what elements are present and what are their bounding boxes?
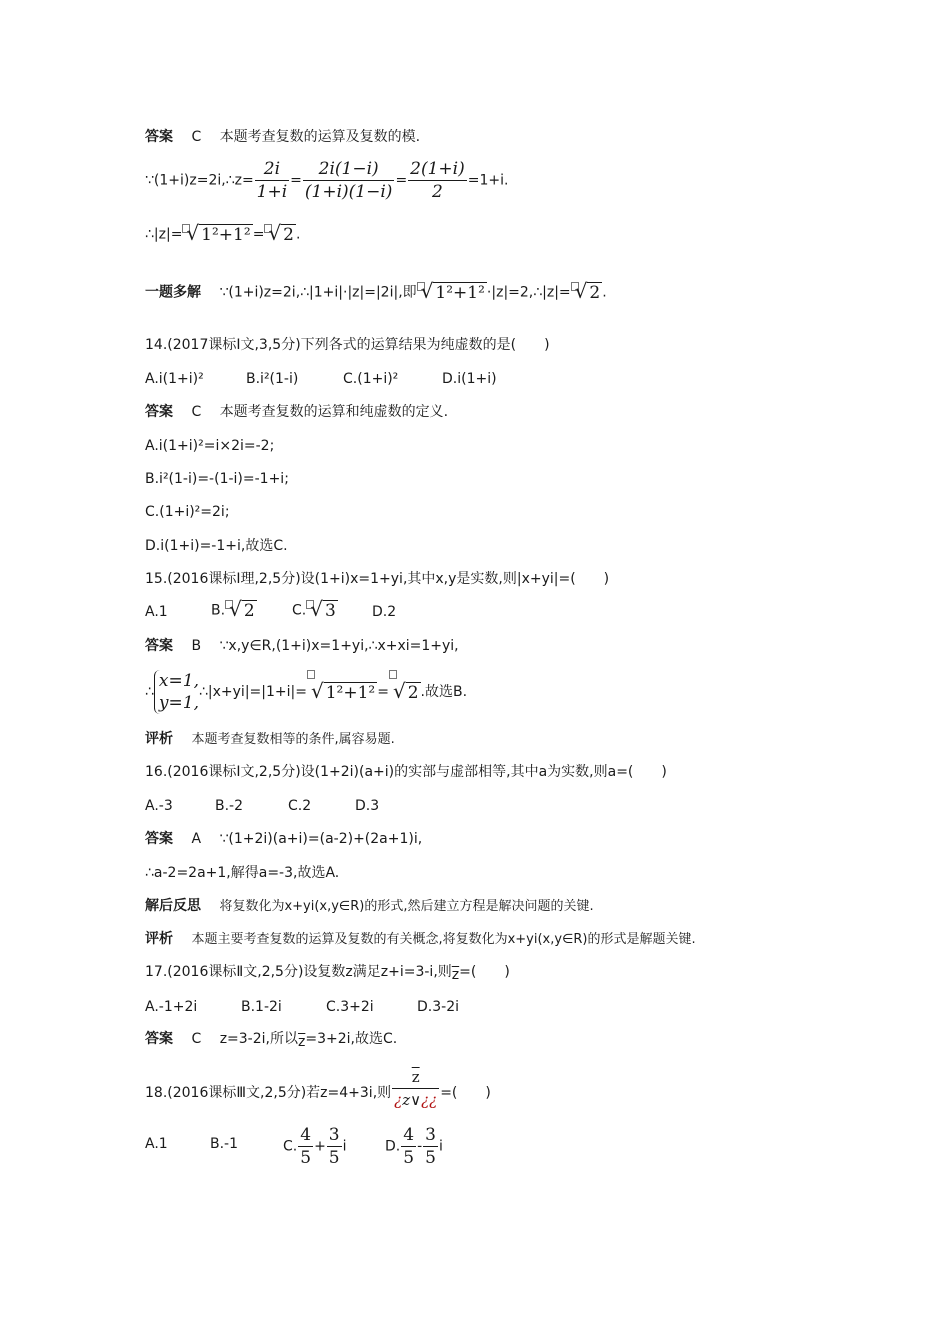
radicand: 1²+1² xyxy=(325,682,376,703)
equation-2: y=1, xyxy=(158,693,199,713)
comment-label: 评析 xyxy=(145,731,173,747)
fraction-denominator: 2 xyxy=(432,182,443,202)
fraction-numerator: $\overline{z}$ xyxy=(392,1066,439,1089)
radicand: 1²+1² xyxy=(435,283,485,303)
option-d: D.2 xyxy=(372,604,397,620)
radicand: 2 xyxy=(589,283,601,303)
question-text: 17.(2016课标Ⅱ文,2,5分)设复数z满足z+i=3-i,则 xyxy=(145,964,452,980)
square-root: √ 2 xyxy=(392,678,419,703)
garbled-char: ¿ xyxy=(394,1091,403,1109)
reflection-label: 解后反思 xyxy=(145,898,201,914)
answer-15 xyxy=(145,637,459,655)
comment-15 xyxy=(145,730,395,749)
question-14: 14.(2017课标Ⅰ文,3,5分)下列各式的运算结果为纯虚数的是( ) xyxy=(145,337,550,353)
fraction-numerator: 4 xyxy=(403,1125,415,1145)
equation-1: x=1, xyxy=(158,671,199,691)
denominator-text: z∨ xyxy=(402,1091,422,1109)
conjugate-z: $\overline{z}$ xyxy=(451,967,460,983)
question-18 xyxy=(145,1066,491,1111)
option-c: C.2 xyxy=(288,798,312,814)
question-15: 15.(2016课标Ⅰ理,2,5分)设(1+i)x=1+yi,其中x,y是实数,则|x+yi|=( ) xyxy=(145,571,610,587)
answer-text: z=3-2i,所以 xyxy=(219,1031,298,1047)
fraction-denominator: 1+i xyxy=(256,182,288,202)
equation-system xyxy=(154,670,199,714)
garbled-char: ¿¿ xyxy=(421,1091,438,1109)
fraction-numerator: 2(1+i) xyxy=(410,159,465,179)
fraction-denominator: 5 xyxy=(328,1148,340,1168)
question-text: =( ) xyxy=(440,1085,491,1101)
fraction xyxy=(423,1124,438,1169)
answer-label: 答案 xyxy=(145,1031,173,1047)
question-16: 16.(2016课标Ⅰ文,2,5分)设(1+2i)(a+i)的实部与虚部相等,其中a为实数,则a=( ) xyxy=(145,764,667,780)
question-17 xyxy=(145,963,510,981)
solution-text: ∴|z|= xyxy=(145,226,183,243)
answer-text: 本题考查复数的运算及复数的模. xyxy=(219,129,421,145)
answer-label: 答案 xyxy=(145,638,173,654)
answer-label: 答案 xyxy=(145,129,173,145)
option-d: D.3-2i xyxy=(417,999,459,1015)
option-c-label: C. xyxy=(292,602,307,619)
alt-solution-line: 一题多解 ∵(1+i)z=2i,∴|1+i|·|z|=|2i|,即 √ 1²+1² ·|z|=2,∴|z|= √ 2 . xyxy=(145,279,607,303)
answer-16 xyxy=(145,830,422,848)
option-d: D.3 xyxy=(355,798,380,814)
option-b: B.-2 xyxy=(215,798,244,814)
operator: - xyxy=(417,1138,423,1155)
fraction xyxy=(255,158,290,203)
fraction xyxy=(298,1124,313,1169)
solution-text: ∵(1+i)z=2i,∴z= xyxy=(145,172,254,189)
alt-solution-label: 一题多解 xyxy=(145,284,201,301)
answer-text: 本题考查复数的运算和纯虚数的定义. xyxy=(219,404,449,420)
solution-text: .故选B. xyxy=(420,684,468,700)
option-a: A.1 xyxy=(145,1136,168,1152)
answer-14-step: D.i(1+i)=-1+i,故选C. xyxy=(145,538,288,554)
fraction-numerator: 3 xyxy=(328,1125,340,1145)
answer-label: 答案 xyxy=(145,831,173,847)
square-root: √ 1²+1² xyxy=(420,279,485,303)
solution-text: ∴|x+yi|=|1+i|= xyxy=(199,684,307,700)
square-root: √ 1²+1² xyxy=(310,678,376,703)
option-b: B.-1 xyxy=(210,1136,239,1152)
option-a: A.1 xyxy=(145,604,168,620)
fraction xyxy=(392,1066,439,1111)
question-text: =( ) xyxy=(459,964,510,980)
modulus-line: ∴|z|= √ 1²+1² = √ 2 . xyxy=(145,221,301,245)
option-b: B. √ 2 xyxy=(211,597,255,621)
option-d-label: D. xyxy=(385,1138,401,1155)
answer-option: C xyxy=(191,404,202,420)
answer-14-step: B.i²(1-i)=-(1-i)=-1+i; xyxy=(145,471,289,487)
answer-text: =3+2i,故选C. xyxy=(305,1031,398,1047)
operator: + xyxy=(314,1138,326,1155)
fraction-denominator xyxy=(392,1089,439,1111)
answer-text: ∵(1+2i)(a+i)=(a-2)+(2a+1)i, xyxy=(219,831,423,847)
comment-text: 本题主要考查复数的运算及复数的有关概念,将复数化为x+yi(x,y∈R)的形式是解题关键. xyxy=(191,932,696,947)
answer-15-system: ∴ x=1, y=1, ∴|x+yi|=|1+i|= √ 1²+1² = √ 2 .故选B. xyxy=(145,671,468,713)
option-a: A.-3 xyxy=(145,798,173,814)
fraction-denominator: 5 xyxy=(403,1148,415,1168)
radicand: 3 xyxy=(324,601,336,621)
fraction xyxy=(327,1124,342,1169)
fraction xyxy=(408,158,467,203)
fraction-denominator: 5 xyxy=(425,1148,436,1168)
question-text: 18.(2016课标Ⅲ文,2,5分)若z=4+3i,则 xyxy=(145,1085,392,1101)
comment-16 xyxy=(145,930,696,949)
answer-17 xyxy=(145,1030,397,1048)
option-b: B.1-2i xyxy=(241,999,282,1015)
answer-option: C xyxy=(191,1031,202,1047)
solution-text: ·|z|=2,∴|z|= xyxy=(486,284,571,301)
option-c xyxy=(283,1124,347,1169)
square-root: √ 2 xyxy=(574,279,601,303)
option-b-label: B. xyxy=(211,602,226,619)
radicand: 2 xyxy=(243,601,255,621)
fraction-numerator: 4 xyxy=(300,1125,312,1145)
solution-text: =1+i. xyxy=(467,172,509,189)
answer-option: A xyxy=(191,831,202,847)
option-a: A.-1+2i xyxy=(145,999,198,1015)
solution-text: ∵(1+i)z=2i,∴|1+i|·|z|=|2i|,即 xyxy=(219,284,417,301)
radicand: 2 xyxy=(407,682,419,703)
solution-fraction-line: ∵(1+i)z=2i,∴z= $\frac{2i}{1+i}$ = $\frac{2i(1-i)}{(1+i)(1-i)}$ = $\frac{2(1+i)}{2}$ =1+i. xyxy=(145,159,509,202)
option-d xyxy=(385,1124,443,1169)
option-c: C.3+2i xyxy=(326,999,374,1015)
fraction-numerator: 3 xyxy=(425,1125,436,1145)
answer-text: ∵x,y∈R,(1+i)x=1+yi,∴x+xi=1+yi, xyxy=(219,638,459,654)
fraction-denominator: 5 xyxy=(300,1148,312,1168)
option-c: C.(1+i)² xyxy=(343,371,399,387)
fraction-numerator: 2i xyxy=(255,158,290,181)
option-d: D.i(1+i) xyxy=(442,371,497,387)
answer-option: B xyxy=(191,638,202,654)
imag-unit: i xyxy=(342,1138,347,1155)
fraction-numerator: 2i(1−i) xyxy=(303,158,395,181)
conjugate-z: $\overline{z}$ xyxy=(297,1034,306,1050)
answer-label: 答案 xyxy=(145,404,173,420)
option-c: C. √ 3 xyxy=(292,597,336,621)
option-b: B.i²(1-i) xyxy=(246,371,299,387)
radicand: 1²+1² xyxy=(201,225,251,245)
imag-unit: i xyxy=(438,1138,443,1155)
answer-14-step: A.i(1+i)²=i×2i=-2; xyxy=(145,438,275,454)
answer-14-step: C.(1+i)²=2i; xyxy=(145,504,230,520)
answer-option: C xyxy=(191,129,202,145)
option-a: A.i(1+i)² xyxy=(145,371,204,387)
fraction xyxy=(303,158,395,203)
reflection-16 xyxy=(145,897,594,916)
square-root: √ 1²+1² xyxy=(186,221,251,245)
answer-16-step: ∴a-2=2a+1,解得a=-3,故选A. xyxy=(145,865,340,881)
answer-14 xyxy=(145,403,448,421)
square-root: √ 2 xyxy=(268,221,294,245)
comment-label: 评析 xyxy=(145,931,173,947)
radicand: 2 xyxy=(283,225,294,245)
fraction xyxy=(401,1124,416,1169)
comment-text: 本题考查复数相等的条件,属容易题. xyxy=(191,732,395,747)
fraction-denominator: (1+i)(1−i) xyxy=(304,182,393,202)
answer-line-13 xyxy=(145,128,420,146)
option-c-label: C. xyxy=(283,1138,298,1155)
reflection-text: 将复数化为x+yi(x,y∈R)的形式,然后建立方程是解决问题的关键. xyxy=(219,899,594,914)
